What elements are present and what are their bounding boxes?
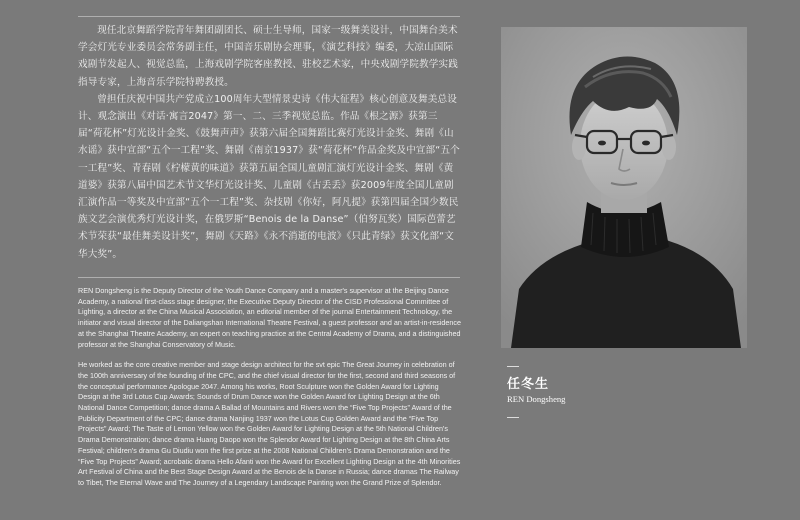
caption-dash-top: [507, 366, 519, 367]
english-biography: [78, 286, 462, 499]
caption-dash-bottom: [507, 417, 519, 418]
top-divider: [78, 16, 460, 17]
en-paragraph-2: He worked as the core creative member and stage design architect for the svt epic The Great Journey in celebration of the 100th anniversary of the founding of the CPC, and the chief visual director for the first, second and third seasons of the conceptual performance Apologue 2047. Among his works, Root Sculpture won the Golden Award for Lighting Design at the 3rd Lotus Cup Awards; Sounds of Drum Dance won the Golden Award for Lighting Design at the 6th National Dance Competition; dance drama A Ballad of Mountains and Rivers won the “Five Top Projects” Award of the Publicity Department of the CPC; dance drama Nanjing 1937 won the Lotus Cup Golden Award and the “Five Top Projects” Award; The Taste of Lemon Yellow won the Golden Award for Lighting Design at the 5th National Children's Drama Demonstration; dance drama Huang Daopo won the Splendor Award for Lighting Design at the 8th China Arts Festival; children's drama Gu Diudiu won the first prize at the 2008 National Children's Drama Demonstration and the “Five Top Projects” Award; acrobatic drama Hello Afanti won the Award for Excellent Lighting Design at the 4th Minorities Art Festival of China and the Best Stage Design Award at the Benois de la Danse in Russia; dance dramas The Railway to Tibet, The Eternal Wave and The Journey of a Legendary Landscape Painting won the Grand Prize of Splendor.: [78, 360, 461, 487]
chinese-biography: [78, 22, 462, 263]
portrait-photo: [501, 27, 747, 348]
en-paragraph-1: REN Dongsheng is the Deputy Director of the Youth Dance Company and a master's supervisor at the Beijing Dance Academy, a national first-class stage designer, the Executive Deputy Director of the CISD Professional Committee of Lighting, a director at the China Musical Association, an editorial member of the journal Entertainment Technology, the initiator and visual director of the Daliangshan International Theatre Festival, a guest professor and an artist-in-residence at the Shanghai Theatre Academy, an expert on teaching practice at the Central Academy of Drama, and a distinguished professor at the Shanghai Conservatory of Music.: [78, 286, 462, 349]
cn-paragraph-2: 曾担任庆祝中国共产党成立100周年大型情景史诗《伟大征程》核心创意及舞美总设计、观念演出《对话·寓言2047》第一、二、三季视觉总监。作品《根之源》获第三届“荷花杯”灯光设计金奖、《鼓舞声声》获第六届全国舞蹈比赛灯光设计金奖、舞剧《山水谣》获中宣部“五个一工程”奖、舞剧《南京1937》获“荷花杯”作品金奖及中宣部“五个一工程”奖、青春剧《柠檬黄的味道》获第五届全国儿童剧汇演灯光设计金奖、舞剧《黄道婆》获第八届中国艺术节文华灯光设计奖、儿童剧《古丢丢》获2009年度全国儿童剧汇演作品一等奖及中宣部“五个一工程”奖、杂技剧《你好，阿凡提》获第四届全国少数民族文艺会演优秀灯光设计奖，在俄罗斯“Benois de la Danse”（伯努瓦奖）国际芭蕾艺术节荣获“最佳舞美设计奖”，舞剧《天路》《永不消逝的电波》《只此青绿》获文化部“文华大奖”。: [78, 93, 460, 260]
section-divider: [78, 277, 460, 278]
portrait-illustration: [501, 27, 747, 348]
cn-paragraph-1: 现任北京舞蹈学院青年舞团副团长、硕士生导师，国家一级舞美设计，中国舞台美术学会灯光专业委员会常务副主任，中国音乐剧协会理事，《演艺科技》编委，大凉山国际戏剧节发起人、视觉总监，上海戏剧学院客座教授、驻校艺术家，中央戏剧学院教学实践指导专家，上海音乐学院特聘教授。: [78, 25, 459, 88]
name-chinese: 任冬生: [507, 377, 550, 392]
name-english: REN Dongsheng: [507, 394, 566, 404]
